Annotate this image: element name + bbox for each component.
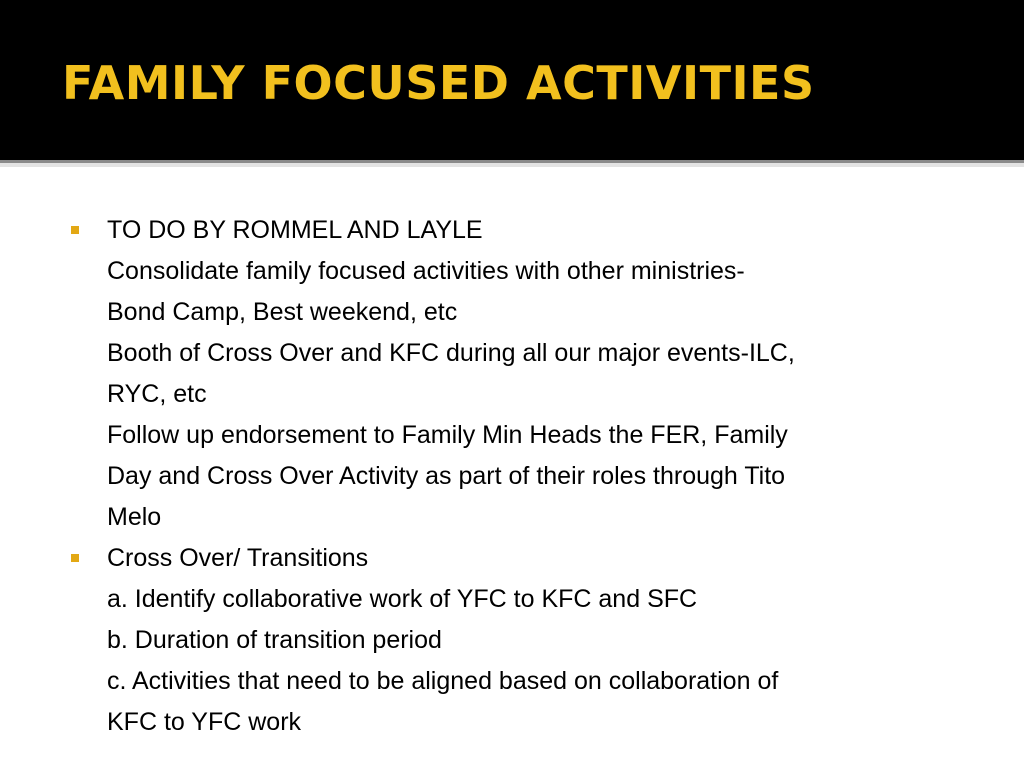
bullet-line: Melo [107, 503, 162, 531]
bullet-line: Follow up endorsement to Family Min Heads the FER, Family [107, 421, 788, 449]
bullet-line: c. Activities that need to be aligned based on collaboration of [107, 667, 779, 695]
bullet-marker [71, 226, 79, 234]
bullet-line: Consolidate family focused activities with other ministries- [107, 257, 745, 285]
bullet-item-todo [107, 210, 977, 538]
bullet-item-crossover [107, 538, 977, 743]
slide-title: FAMILY FOCUSED ACTIVITIES [62, 56, 815, 110]
bullet-marker [71, 554, 79, 562]
bullet-line: Day and Cross Over Activity as part of their roles through Tito [107, 462, 786, 490]
bullet-heading: TO DO BY ROMMEL AND LAYLE [107, 216, 483, 244]
bullet-line: Booth of Cross Over and KFC during all our major events-ILC, [107, 339, 795, 367]
title-bar [0, 0, 1024, 160]
bullet-line: b. Duration of transition period [107, 626, 442, 654]
bullet-line: RYC, etc [107, 380, 207, 408]
bullet-heading: Cross Over/ Transitions [107, 544, 369, 572]
bullet-line: a. Identify collaborative work of YFC to KFC and SFC [107, 585, 698, 613]
title-divider-shadow [0, 163, 1024, 167]
bullet-line: KFC to YFC work [107, 708, 302, 736]
bullet-line: Bond Camp, Best weekend, etc [107, 298, 458, 326]
